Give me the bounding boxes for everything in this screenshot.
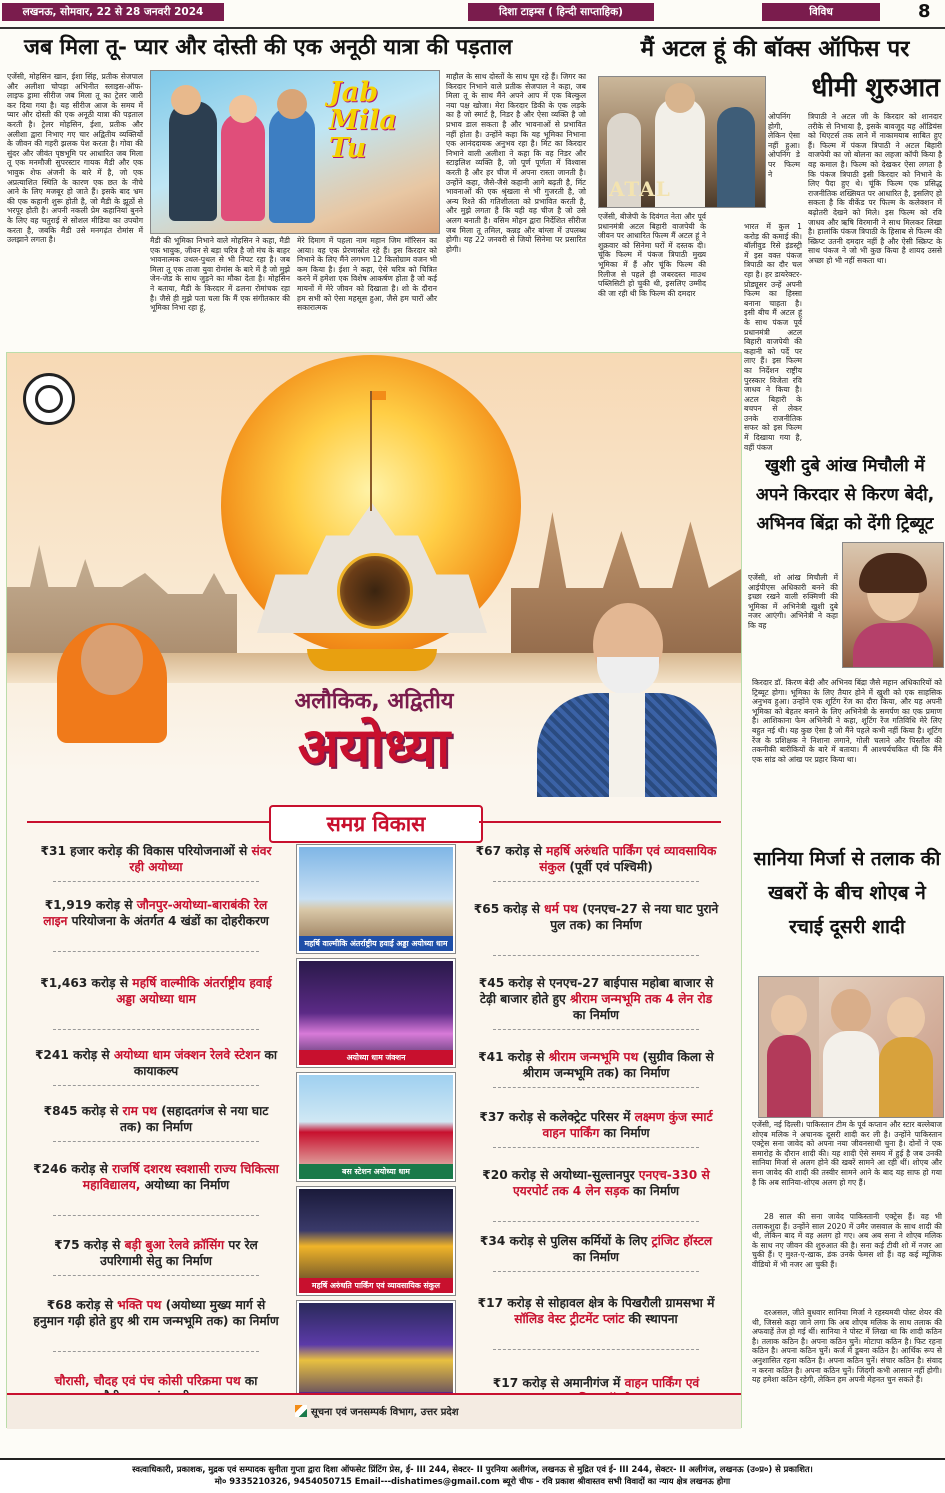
item-text: ₹20 करोड़ से अयोध्या-सुल्तानपुर <box>482 1168 639 1182</box>
item-text: का निर्माण <box>573 1250 619 1264</box>
item-divider <box>493 1087 699 1088</box>
item-text: ₹68 करोड़ से <box>46 1298 118 1312</box>
item-divider <box>493 1221 699 1222</box>
item-text: अयोध्या का निर्माण <box>140 1178 230 1192</box>
item-divider <box>493 1147 699 1148</box>
development-item <box>33 1103 279 1135</box>
jab-mila-tu-poster <box>150 70 440 234</box>
item-highlight: श्रीराम जन्मभूमि तक 4 लेन रोड <box>570 992 713 1006</box>
development-item <box>473 901 719 933</box>
item-text: ₹65 करोड़ से <box>473 902 545 916</box>
development-item <box>33 1297 279 1329</box>
item-text: (एनएच-27 से नया घाट पुराने पुल तक) का निर्माण <box>550 902 719 932</box>
item-divider <box>53 1141 259 1142</box>
item-divider <box>53 881 259 882</box>
item-text: पर रेल उपरिगामी सेतु का निर्माण <box>100 1238 258 1268</box>
development-item <box>473 1109 719 1141</box>
diya-ornament <box>307 649 437 671</box>
development-item <box>473 975 719 1023</box>
development-item <box>33 897 279 929</box>
item-divider <box>53 1029 259 1030</box>
item-highlight: बड़ी बुआ रेलवे क्रॉसिंग <box>124 1238 225 1252</box>
temple-flag <box>372 391 386 400</box>
item-text: ₹34 करोड़ से पुलिस कर्मियों के लिए <box>479 1234 652 1248</box>
up-government-emblem <box>23 373 75 425</box>
item-highlight: ट्रांजिट हॉस्टल <box>651 1234 713 1248</box>
item-highlight: महर्षि वाल्मीकि अंतर्राष्ट्रीय हवाई अड्डा अयोध्या धाम <box>116 976 272 1006</box>
item-highlight: जौनपुर-अयोध्या-बाराबंकी रेल लाइन <box>43 898 268 928</box>
item-text: ₹1,463 करोड़ से <box>40 976 133 990</box>
item-divider <box>53 1351 259 1352</box>
header-rule <box>0 27 945 29</box>
item-highlight: सॉलिड वेस्ट ट्रीटमेंट प्लांट <box>514 1312 625 1326</box>
item-text: की स्थापना <box>624 1312 678 1326</box>
location-date: लखनऊ, सोमवार, 22 से 28 जनवरी 2024 <box>2 3 224 21</box>
project-caption: अयोध्या धाम जंक्शन <box>299 1050 453 1065</box>
item-text: ₹17 करोड़ से सोहावल क्षेत्र के पिखरौली ग्रामसभा में <box>477 1296 715 1310</box>
story2-col3: एजेंसी, बीजेपी के दिवंगत नेता और पूर्व प्रधानमंत्री अटल बिहारी वाजपेयी के जीवन पर आधारित फिल्म मैं अटल हूं ने शुक्रवार को सिनेमा घरों में दस्तक दी। चूंकि फिल्म में पंकज त्रिपाठी मुख्य भूमिका में हैं और चूंकि फिल्म की रिलीज से पहले ही जबरदस्त माउथ पब्लिसिटी हो चुकी थी, इसलिए उम्मीद की जा रही थी कि फिल्म की दमदार <box>598 212 706 298</box>
story2-col1: ओपनिंग होगी, लेकिन ऐसा नहीं हुआ। ओपनिंग डे पर फिल्म ने <box>768 112 800 179</box>
paper-name: दिशा टाइम्स ( हिन्दी साप्ताहिक) <box>468 3 654 21</box>
development-item <box>33 1237 279 1269</box>
item-text: ₹75 करोड़ से <box>54 1238 125 1252</box>
story3-col1: एजेंसी, शो आंख मिचौली में आईपीएस अधिकारी बनने की इच्छा रखने वाली रुक्मिणी की भूमिका में अभिनेत्री खुशी दुबे नजर आएंगी। अभिनेत्री ने कहा कि वह <box>748 573 838 630</box>
item-divider <box>493 1271 699 1272</box>
development-item <box>33 1047 279 1079</box>
item-divider <box>493 955 699 956</box>
story1-col4: माहौल के साथ दोस्तों के साथ घूम रहे हैं। जिगर का किरदार निभाने वाले प्रतीक सेजपाल ने कहा, जब मिला तू के साथ मैंने अपने आप में एक बिल्कुल नया पक्ष खोजा। मेरा किरदार डिकी के एक लड़के का है जो स्मार्ट है, निडर है और ऐसा व्यक्ति है जो प्रभाव डाल सकता है और भावनाओं से प्रभावित नहीं होता है। उन्होंने कहा कि यह भूमिका निभाना एक आनंददायक अनुभव रहा है। मिंट का किरदार निभाने वाली अलीशा ने कहा कि वह निडर और स्टाइलिश व्यक्ति है, जो पूर्ण पूर्णता में विश्वास करती है और हर चीज में अपना रास्ता जानती है। उन्होंने कहा, जैसे-जैसे कहानी आगे बढ़ती है, मिंट भावनाओं की एक श्रृंखला से भी गुजरती है, जो अन्य रिश्ते की गतिशीलता को प्रभावित करती है, और मुझे लगता है कि यही वह चीज है जो उसे अलग बनाती है। वसिम मोहन द्वारा निर्देशित सीरीज जब मिला तू तमिल, कन्नड़ और बांग्ला में उपलब्ध होगी। यह 22 जनवरी से जियो सिनेमा पर प्रसारित होगी। <box>446 72 586 254</box>
project-caption: बस स्टेशन अयोध्या धाम <box>299 1164 453 1179</box>
main-atal-poster <box>598 76 766 208</box>
development-item <box>473 1295 719 1327</box>
story3-headline: खुशी दुबे आंख मिचौली में अपने किरदार से किरण बेदी, अभिनव बिंद्रा को देंगी ट्रिब्यूट <box>755 456 935 534</box>
development-item <box>33 843 279 875</box>
item-text: (सहादतगंज से नया घाट तक) का निर्माण <box>119 1104 269 1134</box>
item-text: ₹41 करोड़ से <box>478 1050 549 1064</box>
item-text: ₹67 करोड़ से <box>475 844 547 858</box>
ad-credit: सूचना एवं जनसम्पर्क विभाग, उत्तर प्रदेश <box>311 1407 459 1418</box>
story4-body2: 28 साल की सना जावेद पाकिस्तानी एक्ट्रेस हैं। वह भी तलाकशुदा हैं। उन्होंने साल 2020 में उमैर जसवाल के साथ शादी की थी, लेकिन बाद में वह अलग हो गए। अब अब सना ने शोएब मलिक के साथ नए जीवन की शुरुआत की है। सना कई टीवी शो में नजर आ चुकी हैं। ए मुश्त-ए-खाक, डंक उनके फेमस शो हैं। वह कई म्यूजिक वीडियो में भी नजर आ चुकी हैं। <box>752 1212 942 1269</box>
item-text: ₹1,919 करोड़ से <box>44 898 137 912</box>
story2-col4: भारत में कुल 1 करोड़ की कमाई की। बॉलीवुड रिसे इंडस्ट्री में इस वक्त पंकज त्रिपाठी का दौर चल रहा है। हर डायरेक्टर-प्रोड्यूसर उन्हें अपनी फिल्म का हिस्सा बनाना चाहता है। इसी बीच मैं अटल हूं के साथ पंकज पूर्व प्रधानमंत्री अटल बिहारी वाजपेयी की कहानी को पर्दे पर लाए हैं। इस फिल्म का निर्देशन राष्ट्रीय पुरस्कार विजेता रवि जाधव ने किया है। अटल बिहारी के बचपन से लेकर उनके राजनीतिक सफर को इस फिल्म में दिखाया गया है, वहीं पंकज <box>744 222 802 452</box>
item-text: ₹31 हजार करोड़ की विकास परियोजनाओं से <box>40 844 252 858</box>
khushi-dubey-photo <box>842 542 944 668</box>
poster-title: ATAL <box>609 177 671 201</box>
story2-headline-line1: मैं अटल हूं की बॉक्स ऑफिस पर <box>640 36 910 62</box>
item-divider <box>493 1349 699 1350</box>
story3-body: किरदार डॉ. किरण बेदी और अभिनव बिंद्रा जैसे महान अधिकारियों को ट्रिब्यूट होगा। भूमिका के लिए तैयार होने में खुशी को एक साहसिक अनुभव हुआ। उन्होंने एक शूटिंग रेंज का दौरा किया, और यह अपनी भूमिका को बेहतर बनाने के लिए अभिनेत्री के समर्पण का एक प्रमाण है। आशिकाना फेम अभिनेत्री ने कहा, शूटिंग रेंज गतिविधि मेरे लिए बहुत नई थी। यह कुछ ऐसा है जो मैंने पहले कभी नहीं किया है। शूटिंग रेंज के प्रशिक्षक ने निशाना लगाने, गोली चलाने और पिस्तौल की तकनीकी बारीकियों के बारे में बताया। मैं आश्चर्यचकित थी कि मैंने एक सांड को आंख पर प्रहार किया था। <box>752 678 942 764</box>
story1-col1: एजेंसी, मोहसिन खान, ईशा सिंह, प्रतीक सेजपाल और अलीशा चोपड़ा अभिनीत स्लाइस-ऑफ-लाइफ ड्रामा सीरीज जब मिला तू का ट्रेलर जारी कर दिया गया है। यह सीरीज आज के समय में प्यार और दोस्ती की एक अनूठी यात्रा की पड़ताल करती है। ट्रेलर मोहसिन, ईशा, प्रतीक और अलीशा द्वारा निभाए गए चार अद्वितीय व्यक्तियों के जीवन की गहरी झलक पेश करता है। गोवा की सुंदर और जीवंत पृष्ठभूमि पर आधारित जब मिला तू एक मनमौजी सुपरस्टार गायक मैडी और एक भावुक शेफ अंजनी के बारे में है, जो एक अप्रत्याशित स्थिति के कारण एक छत के नीचे आने के लिए मजबूर हो जाते हैं। इसके बाद भ्रम की एक कहानी शुरू होती है, जो मैडी के झूठों से भरपूर होती है। अपनी नकली प्रेम कहानियां बुनने के लिए वह चतुराई से सोशल मीडिया का उपयोग करता है, जबकि मैडी उसे मनगढ़ंत रोमांस में उलझाने लगता है। <box>7 72 143 245</box>
story2-col2: त्रिपाठी ने अटल जी के किरदार को शानदार तरीके से निभाया है, इसके बावजूद यह ऑडियंस को थिएटर्स तक लाने में नाकामयाब साबित हुए हैं। फिल्म में पंकज त्रिपाठी ने अटल बिहारी वाजपेयी का जो बोलना का लहजा कॉपी किया है वह कमाल है। फिल्म को देखकर ऐसा लगता है कि पंकज त्रिपाठी इसी किरदार को निभाने के लिए पैदा हुए थे। चूंकि फिल्म एक प्रसिद्ध राजनीतिक शख्सियत पर आधारित है, इसलिए हो सकता है कि वीकेंड पर फिल्म के कलेक्शन में बढ़ोतरी देखने को मिले। इस फिल्म को रवि जाधव और ऋषि विरमानी ने साथ मिलकर लिखा है। हालांकि पंकज त्रिपाठी के हिसाब से फिल्म की स्क्रिप्ट उतनी दमदार नहीं है और ऐसी स्क्रिप्ट के साथ पंकज ने जो भी कुछ किया है शायद उससे अच्छा हो भी नहीं सकता था। <box>808 112 942 265</box>
item-highlight: संवर रही अयोध्या <box>129 844 272 874</box>
item-divider <box>53 951 259 952</box>
yogi-adityanath-photo <box>57 623 167 743</box>
project-caption: महर्षि वाल्मीकि अंतर्राष्ट्रीय हवाई अड्डा अयोध्या धाम <box>299 936 453 951</box>
item-divider <box>53 1275 259 1276</box>
development-item <box>473 1167 719 1199</box>
item-highlight: राम पथ <box>122 1104 157 1118</box>
item-text: ₹246 करोड़ से <box>33 1162 113 1176</box>
development-item <box>33 1161 279 1193</box>
page-number: 8 <box>918 1 931 22</box>
item-divider <box>493 881 699 882</box>
page-header <box>0 0 945 26</box>
item-highlight: अयोध्या धाम जंक्शन रेलवे स्टेशन <box>113 1048 261 1062</box>
story4-body3: दरअसल, जीते बुधवार सानिया मिर्जा ने रहस्यमयी पोस्ट शेयर की थी, जिससे कहा जाने लगा कि अब शोएब मलिक के साथ तलाक की अफवाहें तेज हो गई थीं। सानिया ने पोस्ट में लिखा था कि शादी कठिन है। तलाक कठिन है। अपना कठिन चुनें। मोटापा कठिन है। फिट रहना कठिन है। अपना कठिन चुनें। कर्ज में डूबना कठिन है। आर्थिक रूप से अनुशासित रहना कठिन है। अपना कठिन चुनें। संचार कठिन है। संवाद न करना कठिन है। अपना कठिन चुनें। जिंदगी कभी आसान नहीं होगी। यह हमेशा कठिन रहेगी, लेकिन हम अपनी मेहनत चुन सकते हैं। <box>752 1308 942 1385</box>
item-divider <box>53 1085 259 1086</box>
imprint-footer <box>0 1458 945 1493</box>
item-highlight: एनएच-330 से एयरपोर्ट तक 4 लेन सड़क <box>512 1168 710 1198</box>
item-text: ₹241 करोड़ से <box>34 1048 114 1062</box>
story1-col2: मैडी की भूमिका निभाने वाले मोहसिन ने कहा, मैडी एक भावुक, जीवन से बड़ा चरित्र है जो मंच के बाहर भावनात्मक उथल-पुथल से भी निपट रहा है। जब मिला तू एक ताजा युवा रोमांस के बारे में है जो मुझे जेन-जेड के साथ जुड़ने का मौका देता है। मोहसिन ने बताया, मैडी के किरदार में ढलना रोमांचक रहा है। जैसे ही मुझे पता चला कि मैं एक संगीतकार की भूमिका निभा रहा हूं, <box>150 236 290 313</box>
ram-lalla-idol <box>337 553 413 629</box>
item-highlight: महर्षि अरुंधति पार्किंग एवं व्यावसायिक संकुल <box>539 844 717 874</box>
development-item <box>33 975 279 1007</box>
ad-credit-bar <box>7 1393 741 1429</box>
story2-headline-line2: धीमी शुरुआत <box>811 73 940 103</box>
ad-city-title: अयोध्या <box>297 716 451 779</box>
item-highlight: धर्म पथ <box>544 902 578 916</box>
item-highlight: राजर्षि दशरथ स्वशासी राज्य चिकित्सा महाविद्यालय, <box>82 1162 279 1192</box>
story1-col3: मेरे दिमाग में पहला नाम महान जिम मॉरिसन का आया। वह एक प्रेरणास्रोत रहे हैं। इस किरदार को निभाने के लिए मैंने लगभग 12 किलोग्राम वजन भी कम किया है। ईशा ने कहा, ऐसे चरित्र को चित्रित करने में हमेशा एक विशेष आकर्षण होता है जो कई मायनों में मेरे जीवन को दिखाता है। शो के दौरान हम सभी को ऐसा महसूस हुआ, जैसे हम चारों और सकारात्मक <box>297 236 437 313</box>
imprint-line2: मो० 9335210326, 9454050715 Email---dishatimes@gmail.com ब्यूरो चीफ - रवि प्रकाश श्रीवास्तव सभी विवादों का न्याय क्षेत्र लखनऊ होगा <box>214 1476 731 1486</box>
item-highlight: भक्ति पथ <box>117 1298 162 1312</box>
development-item <box>473 1233 719 1265</box>
item-text: ₹37 करोड़ से कलेक्ट्रेट परिसर में <box>479 1110 635 1124</box>
item-highlight: श्रीराम जन्मभूमि पथ <box>548 1050 639 1064</box>
ad-tagline: अलौकिक, अद्वितीय <box>294 689 454 714</box>
item-text: का कायाकल्प <box>133 1048 278 1078</box>
item-text: (अयोध्या मुख्य मार्ग से हनुमान गढ़ी होते हुए श्री राम जन्मभूमि तक) का निर्माण <box>33 1298 279 1328</box>
project-caption: महर्षि अरुंधति पार्किंग एवं व्यावसायिक संकुल <box>299 1278 453 1293</box>
item-text: ₹17 करोड़ से अमानीगंज में <box>492 1376 625 1390</box>
item-text: का निर्माण <box>573 1008 619 1022</box>
section-label: विविध <box>762 3 880 21</box>
story1-headline: जब मिला तू- प्यार और दोस्ती की एक अनूठी यात्रा की पड़ताल <box>24 35 513 60</box>
ayodhya-advertisement <box>6 352 742 1428</box>
item-text: का <box>244 1374 258 1388</box>
item-divider <box>53 1215 259 1216</box>
narendra-modi-photo <box>527 597 727 797</box>
item-text: (पूर्वी एवं पश्चिमी) <box>565 860 653 874</box>
story4-body1: एजेंसी, नई दिल्ली। पाकिस्तान टीम के पूर्व कप्तान और स्टार बल्लेबाज शोएब मलिक ने अचानक दूसरी शादी कर ली है। उन्होंने पाकिस्तान एक्ट्रेस सना जावेद को अपना नया जीवनसाथी चुना है। दोनों ने एक समारोह के दौरान शादी की। यह शादी ऐसे समय में हुई है जब उनकी सानिया मिर्जा से अलग होने की खबरें सामने आ रही थीं। शोएब और सना जावेद की शादी की तस्वीर सामने आने के बाद यह साफ हो गया है कि अब सानिया-शोएब अलग हो गए हैं। <box>752 1120 942 1187</box>
imprint-line1: स्वत्वाधिकारी, प्रकाशक, मुद्रक एवं सम्पादक सुनीता गुप्ता द्वारा दिशा ऑफसेट प्रिंटिंग प्रेस, ई- III 244, सेक्टर- II पुरनिया अलीगंज, लखनऊ से मुद्रित एवं ई- III 244, सेक्टर- II अलीगंज, लखनऊ (उ०प्र०) से प्रकाशित। <box>132 1464 813 1474</box>
ad-banner: समग्र विकास <box>269 805 483 843</box>
item-text: (सुग्रीव किला से श्रीराम जन्मभूमि तक) का निर्माण <box>522 1050 714 1080</box>
shoaib-sana-photo <box>758 976 944 1118</box>
story4-headline: सानिया मिर्जा से तलाक की खबरों के बीच शोएब ने रचाई दूसरी शादी <box>753 848 941 938</box>
item-highlight: लक्ष्मण कुंज स्मार्ट वाहन पार्किंग <box>542 1110 713 1140</box>
item-text: ₹845 करोड़ से <box>43 1104 123 1118</box>
item-highlight: चौरासी, चौदह एवं पंच कोसी परिक्रमा पथ <box>54 1374 241 1388</box>
item-divider <box>493 1029 699 1030</box>
info-dept-icon <box>295 1405 307 1417</box>
development-item <box>473 1049 719 1081</box>
development-item <box>473 843 719 875</box>
item-text: का निर्माण <box>628 1184 680 1198</box>
item-text: ₹45 करोड़ से एनएच-27 बाईपास महोबा बाजार से टेढ़ी बाजार होते हुए <box>478 976 714 1006</box>
item-highlight: वाहन पार्किंग एवं <box>624 1376 700 1390</box>
item-text: परियोजना के अंतर्गत 4 खंडों का दोहरीकरण <box>67 914 269 928</box>
item-text: का निर्माण <box>599 1126 650 1140</box>
poster-title: Jab Mila Tu <box>329 77 397 164</box>
